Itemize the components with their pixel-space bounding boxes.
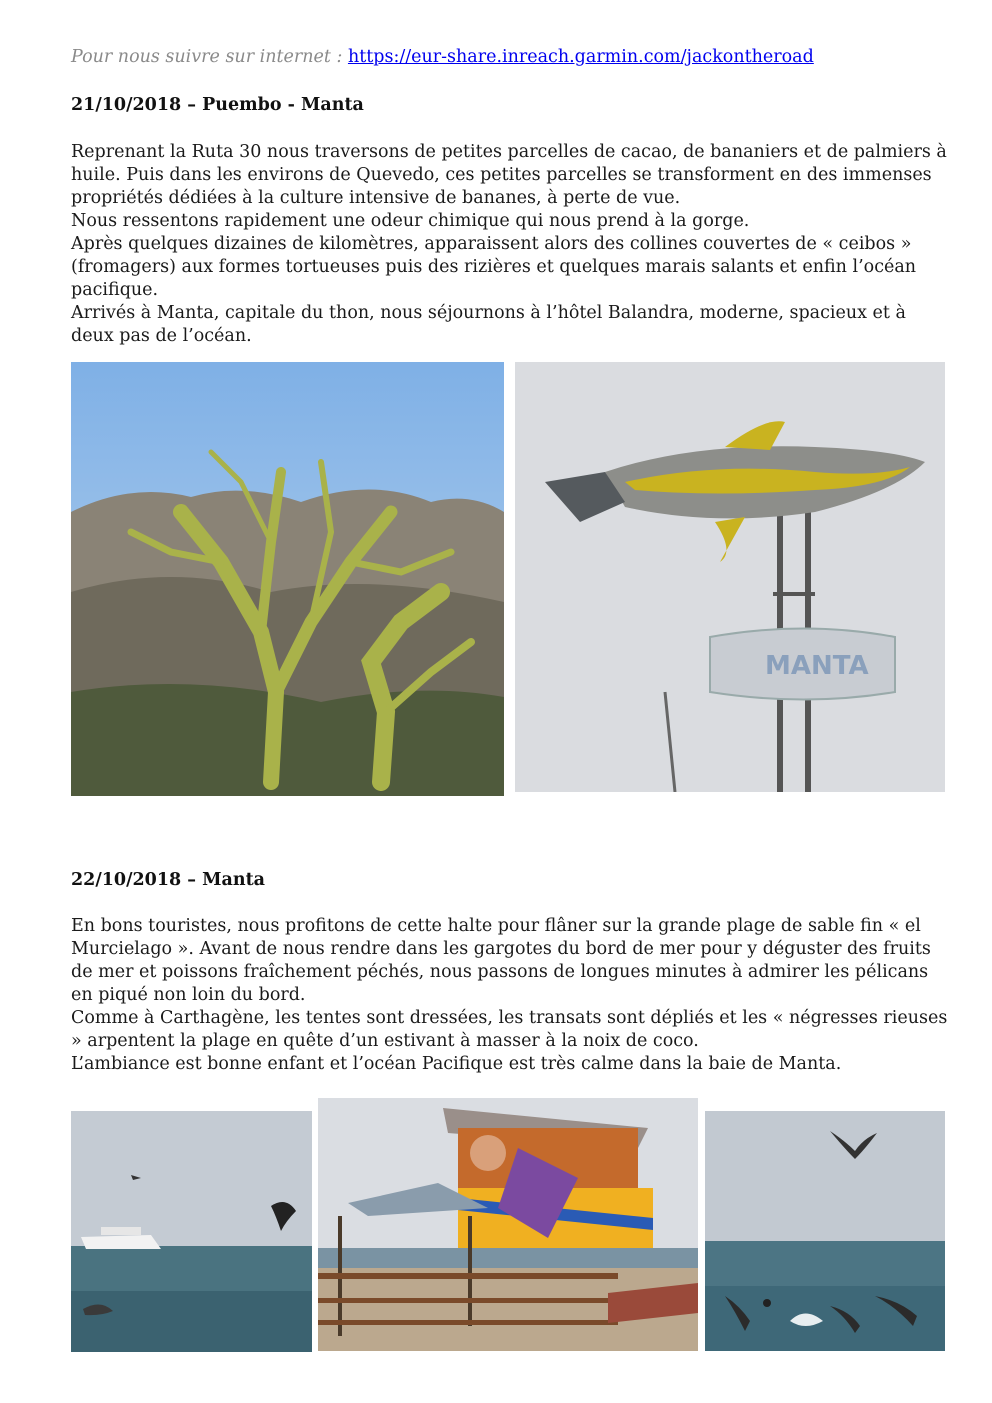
photo-ceibo-tree xyxy=(71,362,504,796)
manta-sign-text: MANTA xyxy=(765,651,869,681)
section-title-day1: 21/10/2018 – Puembo - Manta xyxy=(71,95,364,115)
paragraph: Reprenant la Ruta 30 nous traversons de petites parcelles de cacao, de bananiers et de palmiers à huile. Puis dans les environs de Quevedo, ces petites parcelles se transforment en des immenses propriétés dédiées à la culture intensive de bananes, à perte de vue. xyxy=(71,142,947,208)
section-text-day2 xyxy=(71,915,951,1076)
follow-label: Pour nous suivre sur internet : xyxy=(71,47,348,67)
photo-beach-building xyxy=(318,1098,698,1351)
paragraph: Nous ressentons rapidement une odeur chimique qui nous prend à la gorge. xyxy=(71,211,750,231)
photo-sea-boat xyxy=(71,1111,312,1352)
paragraph: Arrivés à Manta, capitale du thon, nous séjournons à l’hôtel Balandra, moderne, spacieux et à deux pas de l’océan. xyxy=(71,303,906,346)
follow-line xyxy=(71,47,814,67)
photo-tuna-monument xyxy=(515,362,945,792)
photo-pelicans xyxy=(705,1111,945,1351)
paragraph: En bons touristes, nous profitons de cette halte pour flâner sur la grande plage de sable fin « el Murcielago ». Avant de nous rendre dans les gargotes du bord de mer pour y déguster des fruits de mer et poissons fraîchement péchés, nous passons de longues minutes à admirer les pélicans en piqué non loin du bord. xyxy=(71,916,931,1005)
section-title-day2: 22/10/2018 – Manta xyxy=(71,870,265,890)
paragraph: Comme à Carthagène, les tentes sont dressées, les transats sont dépliés et les « négresses rieuses » arpentent la plage en quête d’un estivant à masser à la noix de coco. xyxy=(71,1008,948,1051)
paragraph: L’ambiance est bonne enfant et l’océan Pacifique est très calme dans la baie de Manta. xyxy=(71,1054,842,1074)
section-text-day1 xyxy=(71,141,951,348)
tracking-link[interactable]: https://eur-share.inreach.garmin.com/jackontheroad xyxy=(347,47,814,67)
paragraph: Après quelques dizaines de kilomètres, apparaissent alors des collines couvertes de « ceibos » (fromagers) aux formes tortueuses puis des rizières et quelques marais salants et enfin l’océan pacifique. xyxy=(71,234,917,300)
